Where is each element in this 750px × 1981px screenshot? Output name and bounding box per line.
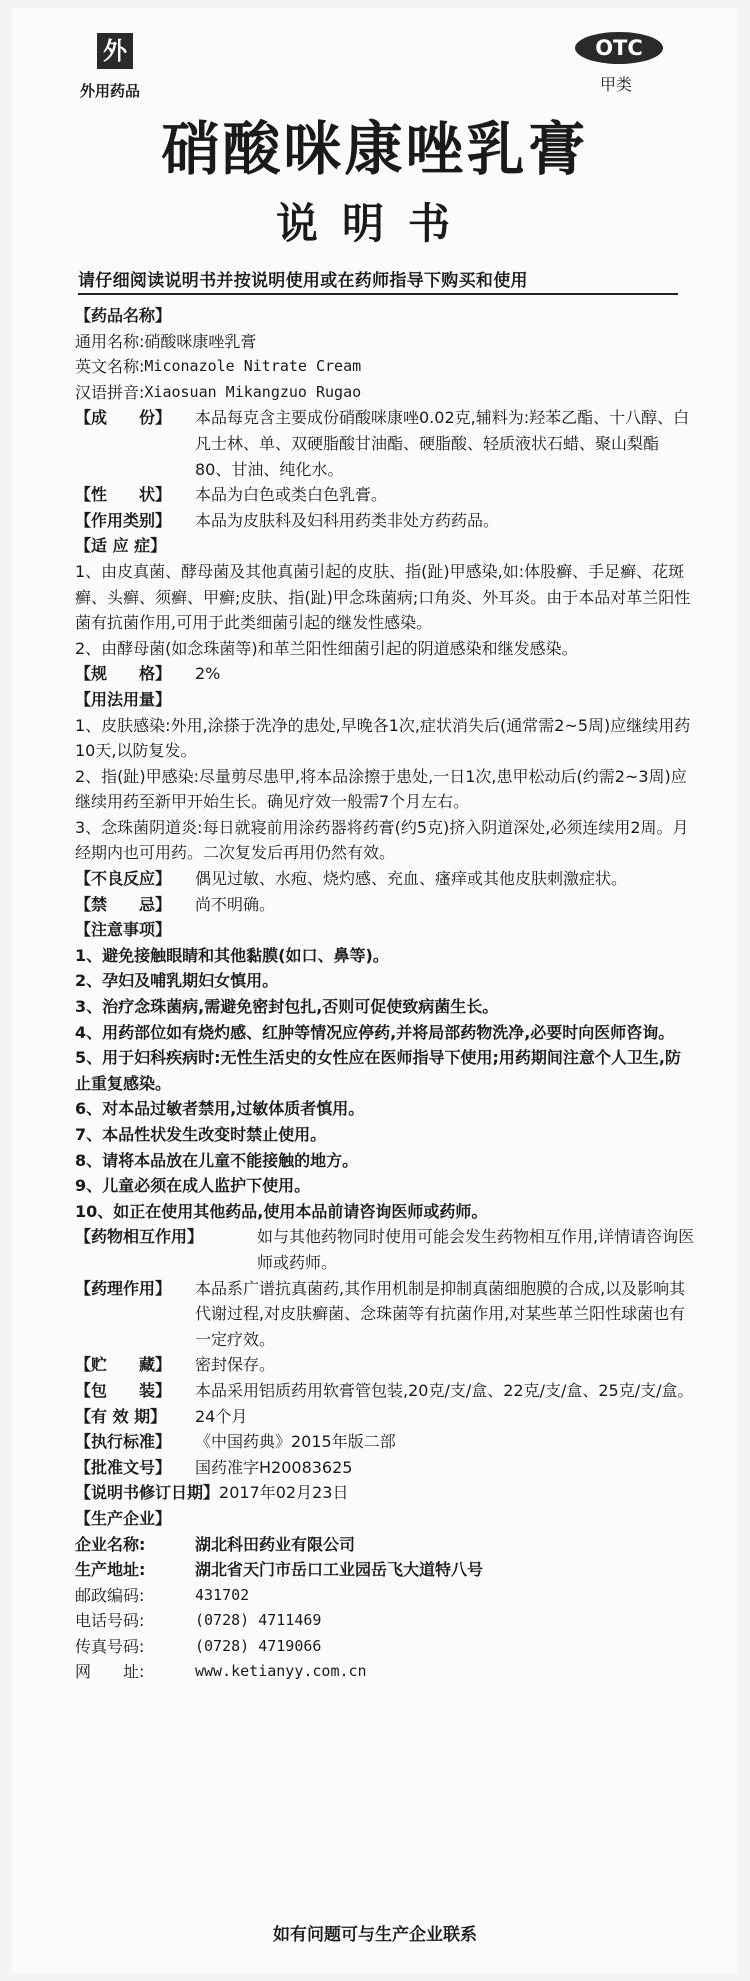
standard-value: 《中国药典》2015年版二部: [195, 1432, 396, 1452]
pinyin-name-label: 汉语拼音:: [75, 382, 145, 402]
precaution-item: 7、本品性状发生改变时禁止使用。: [75, 1125, 327, 1144]
adverse-row: [75, 866, 695, 892]
precaution-item: 4、用药部位如有烧灼感、红肿等情况应停药,并将局部药物洗净,必要时向医师咨询。: [75, 1022, 675, 1042]
validity-value: 24个月: [195, 1406, 248, 1426]
interactions-value: 如与其他药物同时使用可能会发生药物相互作用,详情请咨询医师或药师。: [257, 1227, 695, 1272]
postcode-label: 邮政编码:: [75, 1585, 145, 1605]
precaution-item: 9、儿童必须在成人监护下使用。: [75, 1176, 311, 1196]
english-name-row: [75, 354, 695, 380]
contraindication-row: [75, 892, 695, 918]
usage-notice: 请仔细阅读说明书并按说明使用或在药师指导下购买和使用: [78, 266, 678, 295]
spec-value: 2%: [195, 664, 221, 684]
company-name-row: [75, 1532, 695, 1558]
pharmacology-row: [75, 1276, 695, 1353]
english-name-label: 英文名称:: [75, 357, 145, 377]
spec-label: 【规 格】: [75, 664, 172, 684]
external-use-badge: 外: [97, 33, 133, 69]
composition-value: 本品每克含主要成份硝酸咪康唑0.02克,辅料为:羟苯乙酯、十八醇、白凡士林、单、双硬脂酸甘油酯、硬脂酸、轻质液状石蜡、聚山梨酯 80、甘油、纯化水。: [195, 408, 690, 479]
interactions-label: 【药物相互作用】: [75, 1227, 204, 1247]
generic-name-label: 通用名称:: [75, 331, 145, 351]
revision-label: 【说明书修订日期】: [75, 1483, 220, 1503]
company-address-label: 生产地址:: [75, 1560, 146, 1580]
adverse-value: 偶见过敏、水疱、烧灼感、充血、瘙痒或其他皮肤刺激症状。: [195, 869, 628, 889]
phone-value: (0728) 4711469: [195, 1611, 322, 1630]
storage-row: [75, 1352, 695, 1378]
category-value: 本品为皮肤科及妇科用药类非处方药药品。: [195, 510, 500, 530]
validity-label: 【有 效 期】: [75, 1406, 167, 1426]
leaflet-body: [75, 303, 695, 1685]
interactions-row: [75, 1224, 695, 1275]
drug-title: 硝酸咪康唑乳膏: [161, 115, 589, 183]
external-use-label: 外用药品: [80, 82, 141, 100]
section-heading-indications: 【适 应 症】: [75, 536, 167, 556]
package-row: [75, 1378, 695, 1404]
dosage-item: 3、念珠菌阴道炎:每日就寝前用涂药器将药膏(约5克)挤入阴道深处,必须连续用2周。月经期内也可用药。二次复发后再用仍然有效。: [75, 817, 689, 863]
precaution-item: 1、避免接触眼睛和其他黏膜(如口、鼻等)。: [75, 945, 389, 965]
generic-name-value: 硝酸咪康唑乳膏: [144, 331, 257, 351]
precaution-item: 8、请将本品放在儿童不能接触的地方。: [75, 1150, 359, 1170]
precaution-item: 5、用于妇科疾病时:无性生活史的女性应在医师指导下使用;用药期间注意个人卫生,防止重复感染。: [75, 1048, 682, 1093]
otc-class-label: 甲类: [600, 75, 633, 94]
phone-label: 电话号码:: [75, 1611, 145, 1631]
precaution-item: 2、孕妇及哺乳期妇女慎用。: [75, 971, 279, 991]
website-row: [75, 1659, 695, 1685]
fax-row: [75, 1634, 695, 1660]
properties-value: 本品为白色或类白色乳膏。: [195, 485, 388, 505]
company-name-value: 湖北科田药业有限公司: [195, 1534, 356, 1554]
contraindication-label: 【禁 忌】: [75, 894, 172, 914]
package-value: 本品采用铝质药用软膏管包装,20克/支/盒、22克/支/盒、25克/支/盒。: [195, 1380, 694, 1400]
precaution-item: 3、治疗念珠菌病,需避免密封包扎,否则可促使致病菌生长。: [75, 997, 499, 1017]
footer-contact-note: 如有问题可与生产企业联系: [273, 1925, 477, 1945]
company-name-label: 企业名称:: [75, 1534, 146, 1554]
approval-value: 国药准字H20083625: [195, 1457, 353, 1477]
spec-row: [75, 661, 695, 687]
company-address-value: 湖北省天门市岳口工业园岳飞大道特八号: [195, 1560, 484, 1580]
section-heading-names: 【药品名称】: [75, 306, 172, 325]
composition-row: [75, 405, 695, 482]
leaflet-subtitle: 说明书: [275, 199, 474, 248]
pinyin-name-value: Xiaosuan Mikangzuo Rugao: [144, 382, 362, 401]
indication-item: 1、由皮真菌、酵母菌及其他真菌引起的皮肤、指(趾)甲感染,如:体股癣、手足癣、花斑癣、头癣、须癣、甲癣;皮肤、指(趾)甲念珠菌病;口角炎、外耳炎。由于本品对革兰阳性菌有抗菌作用,可用于此类细菌引起的继发性感染。: [75, 561, 691, 633]
fax-label: 传真号码:: [75, 1636, 145, 1656]
english-name-value: Miconazole Nitrate Cream: [144, 357, 362, 376]
package-label: 【包 装】: [75, 1380, 172, 1400]
indication-item: 2、由酵母菌(如念珠菌等)和革兰阳性细菌引起的阴道感染和继发感染。: [75, 638, 578, 658]
standard-row: [75, 1429, 695, 1455]
website-value: www.ketianyy.com.cn: [195, 1662, 367, 1681]
approval-label: 【批准文号】: [75, 1457, 172, 1477]
storage-label: 【贮 藏】: [75, 1355, 172, 1375]
section-heading-manufacturer: 【生产企业】: [75, 1508, 172, 1528]
approval-row: [75, 1455, 695, 1481]
postcode-row: [75, 1583, 695, 1609]
composition-label: 【成 份】: [75, 408, 172, 428]
revision-row: [75, 1480, 695, 1506]
contraindication-value: 尚不明确。: [195, 894, 276, 914]
category-row: [75, 508, 695, 534]
generic-name-row: [75, 329, 695, 355]
properties-row: [75, 482, 695, 508]
precaution-item: 6、对本品过敏者禁用,过敏体质者慎用。: [75, 1099, 365, 1119]
pinyin-name-row: [75, 380, 695, 406]
standard-label: 【执行标准】: [75, 1432, 172, 1452]
precaution-item: 10、如正在使用其他药品,使用本品前请咨询医师或药师。: [75, 1201, 488, 1221]
properties-label: 【性 状】: [75, 485, 172, 505]
validity-row: [75, 1404, 695, 1430]
pharmacology-value: 本品系广谱抗真菌药,其作用机制是抑制真菌细胞膜的合成,以及影响其代谢过程,对皮肤癣菌、念珠菌等有抗菌作用,对某些革兰阳性球菌也有一定疗效。: [195, 1278, 686, 1349]
section-heading-dosage: 【用法用量】: [75, 689, 172, 709]
fax-value: (0728) 4719066: [195, 1636, 322, 1655]
category-label: 【作用类别】: [75, 510, 172, 530]
revision-value: 2017年02月23日: [219, 1483, 349, 1503]
storage-value: 密封保存。: [195, 1355, 276, 1375]
pharmacology-label: 【药理作用】: [75, 1278, 172, 1298]
dosage-item: 1、皮肤感染:外用,涂搽于洗净的患处,早晚各1次,症状消失后(通常需2~5周)应继续用药10天,以防复发。: [75, 715, 691, 761]
postcode-value: 431702: [195, 1585, 250, 1604]
dosage-item: 2、指(趾)甲感染:尽量剪尽患甲,将本品涂擦于患处,一日1次,患甲松动后(约需2~3周)应继续用药至新甲开始生长。确见疗效一般需7个月左右。: [75, 766, 687, 812]
phone-row: [75, 1608, 695, 1634]
website-label: 网 址:: [75, 1662, 145, 1682]
section-heading-precautions: 【注意事项】: [75, 920, 172, 940]
otc-badge: OTC: [575, 32, 663, 64]
adverse-label: 【不良反应】: [75, 869, 172, 889]
company-address-row: [75, 1557, 695, 1583]
